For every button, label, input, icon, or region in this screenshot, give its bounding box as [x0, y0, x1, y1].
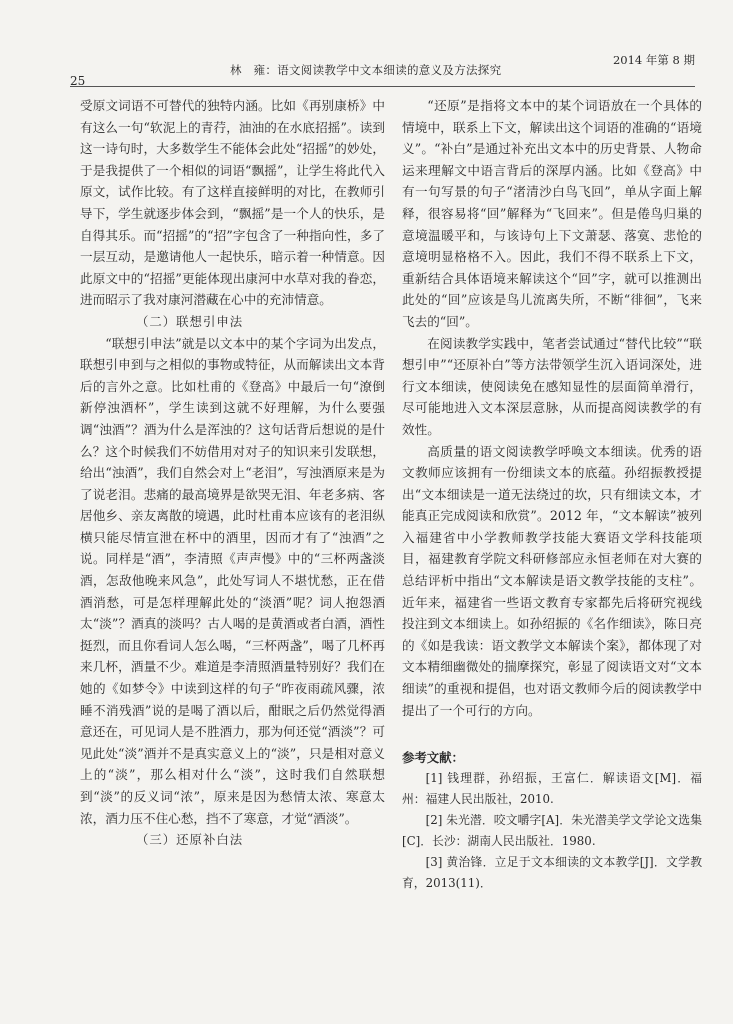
references-title: 参考文献：	[402, 750, 464, 766]
paragraph: “还原”是指将文本中的某个词语放在一个具体的情境中，联系上下文，解读出这个词语的准确的“语境义”。“补白”是通过补充出文本中的历史背景、人物命运来理解文中语言背后的深厚内涵。比如《登高》中有一句写景的句子“渚清沙白鸟飞回”，单从字面上解释，很容易将“回”解释为“飞回来”。但是倦鸟归巢的意境温暖平和，与该诗句上下文萧瑟、落寞、悲怆的意境明显格格不入。因此，我们不得不联系上下文，重新结合具体语境来解读这个“回”字，就可以推测出此处的“回”应该是鸟儿流离失所，不断“徘徊”，飞来飞去的“回”。	[402, 98, 702, 329]
page-number: 25	[70, 74, 86, 88]
running-title: 林 雍：语文阅读教学中文本细读的意义及方法探究	[230, 63, 502, 77]
section-heading: （三）还原补白法	[136, 832, 244, 848]
reference-item: [2] 朱光潜．咬文嚼字[A]．朱光潜美学文学论文选集[C]．长沙：湖南人民出版社．1980.	[402, 813, 702, 849]
paragraph: 高质量的语文阅读教学呼唤文本细读。优秀的语文教师应该拥有一份细读文本的底蕴。孙绍振教授提出“文本细读是一道无法绕过的坎，只有细读文本，才能真正完成阅读和欣赏”。2012 年，“文本解读”被列入福建省中小学教师教学技能大赛语文学科技能项目，福建教育学院文科研修部应永恒老师在对大赛的总结评析中指出“文本解读是语文教学技能的支柱”。近年来，福建省一些语文教育专家都先后将研究视线投注到文本细读上。如孙绍振的《名作细读》，陈日亮的《如是我读：语文教学文本解读个案》，都体现了对文本精细幽微处的揣摩探究，彰显了阅读语文对“文本细读”的重视和提倡，也对语文教师今后的阅读教学中提出了一个可行的方向。	[402, 443, 702, 718]
paragraph: 受原文词语不可替代的独特内涵。比如《再别康桥》中有这么一句“软泥上的青荇，油油的在水底招摇”。读到这一诗句时，大多数学生不能体会此处“招摇”的妙处，于是我提供了一个相似的词语“飘摇”，让学生将此代入原文，试作比较。有了这样直接鲜明的对比，在教师引导下，学生就逐步体会到，“飘摇”是一个人的快乐，是自得其乐。而“招摇”的“招”字包含了一种指向性，多了一层互动，是邀请他人一起快乐，暗示着一种情意。因此原文中的“招摇”更能体现出康河中水草对我的眷恋，进而昭示了我对康河潜藏在心中的充沛情意。	[80, 98, 385, 308]
header-divider	[70, 86, 695, 87]
paragraph: “联想引申法”就是以文本中的某个字词为出发点，联想引申到与之相似的事物或特征，从而解读出文本背后的言外之意。比如杜甫的《登高》中最后一句“潦倒新停浊酒杯”，学生读到这就不好理解，为什么要强调“浊酒”？酒为什么是浑浊的？这句话背后想说的是什么？这个时候我们不妨借用对对子的知识来引发联想，给出“浊酒”，我们自然会对上“老泪”，写浊酒原来是为了说老泪。悲痛的最高境界是欲哭无泪、年老多病、客居他乡、亲友离散的境遇，此时杜甫本应该有的老泪纵横只能尽情宣泄在杯中的酒里，因而才有了“浊酒”之说。同样是“酒”，李清照《声声慢》中的“三杯两盏淡酒，怎敌他晚来风急”，此处写词人不堪忧愁，正在借酒消愁，可是怎样理解此处的“淡酒”呢？词人抱怨酒太“淡”？酒真的淡吗？古人喝的是黄酒或者白酒，酒性挺烈，而且你看词人怎么喝，“三杯两盏”，喝了几杯再来几杯，酒量不少。难道是李清照酒量特别好？我们在她的《如梦令》中读到这样的句子“昨夜雨疏风骤，浓睡不消残酒”说的是喝了酒以后，酣眠之后仍然觉得酒意还在，可见词人是不胜酒力，那为何还觉“酒淡”？可见此处“淡”酒并不是真实意义上的“淡”，只是相对意义上的“淡”，那么相对什么“淡”，这时我们自然联想到“淡”的反义词“浓”，原来是因为愁情太浓、寒意太浓，酒力压不住心愁，挡不了寒意，才觉“酒淡”。	[80, 335, 385, 826]
reference-item: [3] 黄治锋．立足于文本细读的文本教学[J]．文学教育，2013(11)．	[402, 855, 702, 891]
right-column	[402, 95, 702, 894]
reference-item: [1] 钱理群，孙绍振，王富仁．解读语文[M]．福州：福建人民出版社，2010.	[402, 771, 702, 807]
issue-label: 2014 年第 8 期	[612, 53, 695, 67]
paragraph: 在阅读教学实践中，笔者尝试通过“替代比较”“联想引申”“还原补白”等方法带领学生沉入语词深处，进行文本细读，使阅读免在感知显性的层面简单滑行，尽可能地进入文本深层意脉，从而提高阅读教学的有效性。	[402, 335, 702, 437]
page-header	[70, 52, 695, 88]
references-section	[402, 747, 702, 894]
section-heading: （二）联想引申法	[136, 313, 244, 329]
left-column	[80, 95, 385, 851]
